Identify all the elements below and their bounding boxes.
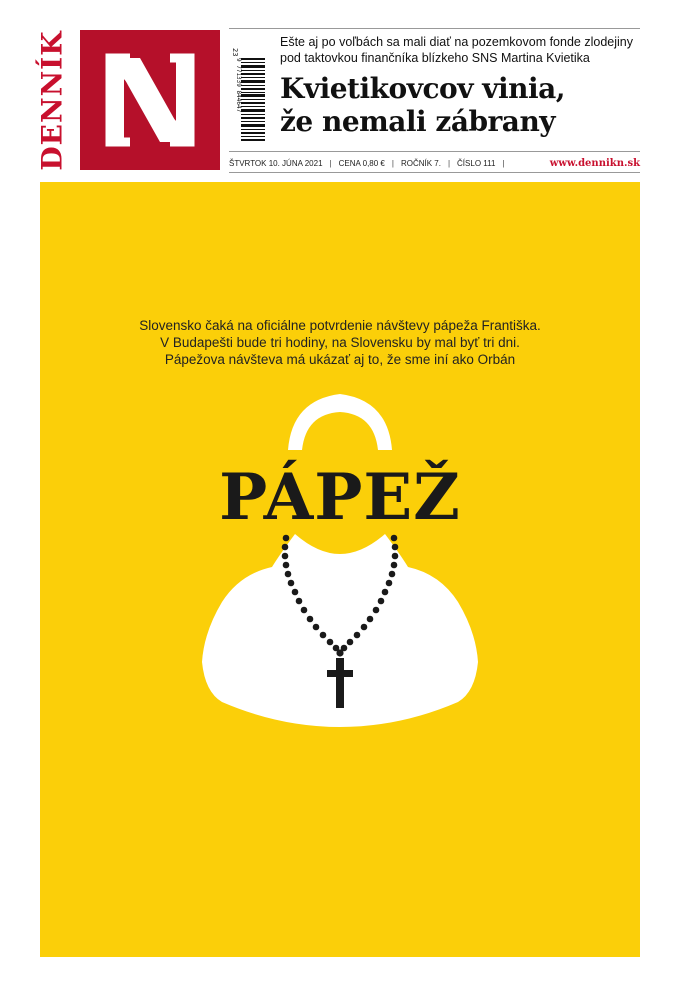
bottom-rule: [229, 172, 640, 173]
mid-rule: [229, 151, 640, 152]
dek-line: Slovensko čaká na oficiálne potvrdenie návštevy pápeža Františka.: [139, 318, 541, 333]
separator: |: [391, 158, 394, 168]
cover-title: PÁPEŽ: [219, 460, 461, 535]
issue-volume: ROČNÍK 7.: [400, 158, 441, 168]
issue-date: ŠTVRTOK 10. JÚNA 2021: [229, 158, 323, 168]
issue-price: CENA 0,80 €: [338, 158, 385, 168]
masthead-vertical-name: [32, 30, 72, 170]
dek-line: V Budapešti bude tri hodiny, na Slovensku by mal byť tri dni.: [160, 335, 520, 350]
kicker-line: pod taktovkou finančníka blízkeho SNS Martina Kvietika: [280, 51, 590, 65]
barcode-number: 9 771339 844647: [235, 58, 242, 113]
logo-n-icon: [80, 30, 220, 170]
separator: |: [447, 158, 451, 168]
headline-line: že nemali zábrany: [280, 105, 556, 138]
separator: |: [329, 158, 332, 168]
zucchetto-icon: [288, 394, 392, 450]
top-rule: [229, 28, 640, 29]
website-link[interactable]: www.dennikn.sk: [549, 157, 640, 169]
masthead-name-text: DENNÍK: [35, 29, 69, 171]
issue-number: ČÍSLO 111: [457, 158, 496, 168]
dek-line: Pápežova návšteva má ukázať aj to, že sme iní ako Orbán: [164, 352, 516, 367]
dateline: [229, 155, 640, 171]
pope-illustration: [40, 182, 640, 957]
barcode-icon: [229, 36, 269, 146]
lead-story-kicker: [280, 34, 640, 66]
kicker-line: Ešte aj po voľbách sa mali diať na pozemkovom fonde zlodejiny: [280, 35, 633, 49]
cover-story: [40, 182, 640, 957]
separator: |: [502, 158, 505, 168]
headline-line: Kvietikovcov vinia,: [280, 72, 566, 105]
barcode: [229, 36, 269, 146]
lead-story-headline: [280, 72, 640, 138]
barcode-issue: 23: [231, 48, 239, 57]
dennik-n-logo: [80, 30, 220, 170]
